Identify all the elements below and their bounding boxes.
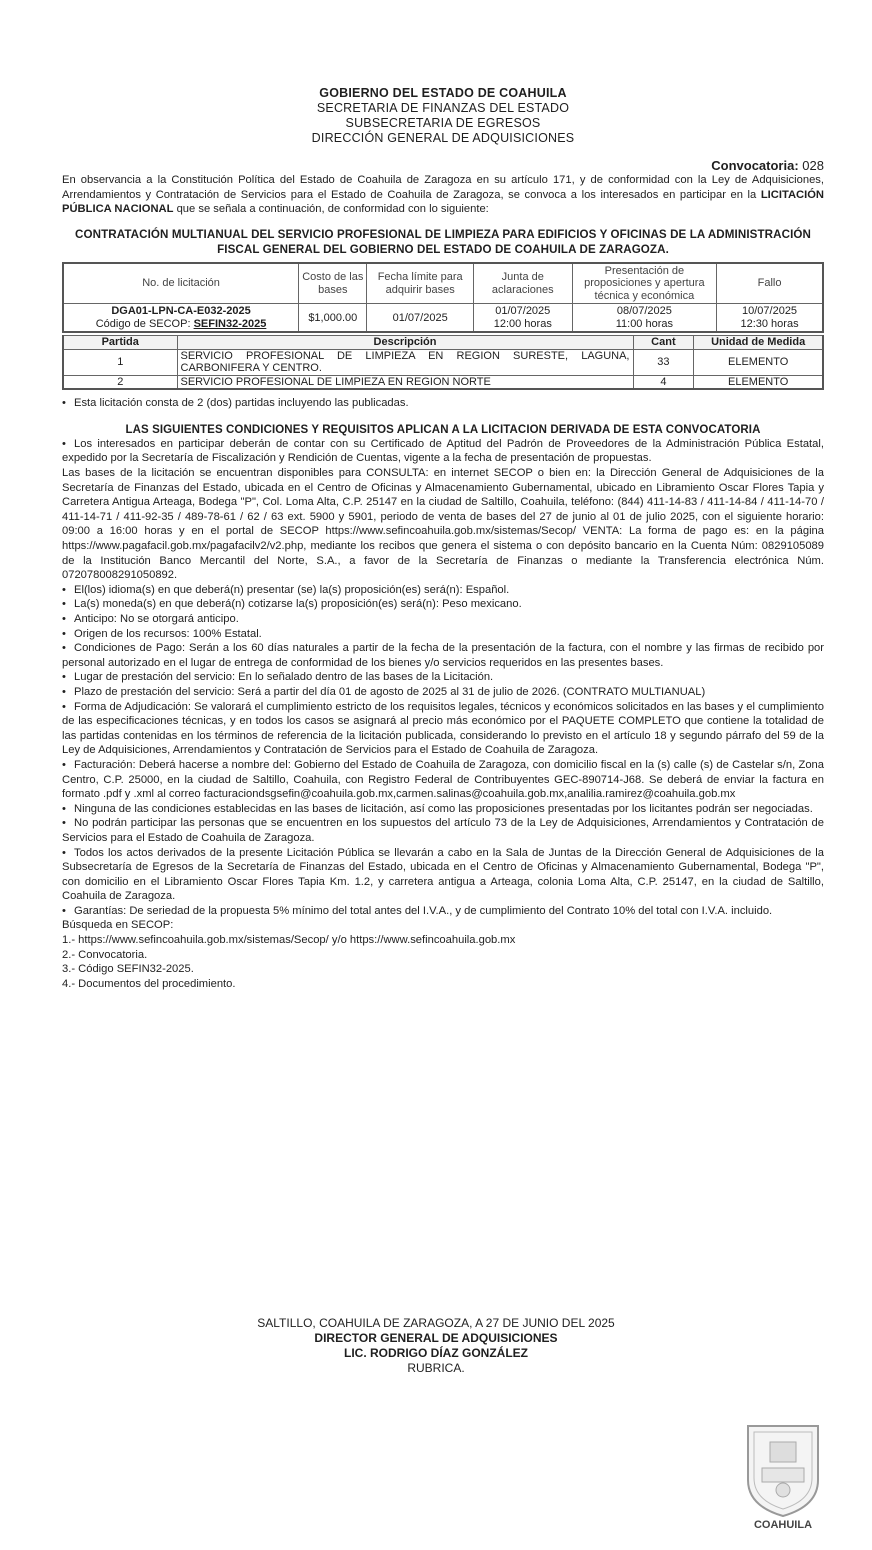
secop-label: Código de SECOP: [95, 317, 194, 330]
secop-value: SEFIN32-2025 [193, 317, 267, 330]
condition-padron: • Los interesados en participar deberán de contar con su Certificado de Aptitud del Padrón de Proveedores de la Administración Pública Estatal, expedido por la Secretaría de Fiscalización y Rendición de Cuentas, vigente a la fecha de presentación de propuestas. [62, 437, 824, 466]
secop-step-3: 3.- Código SEFIN32-2025. [62, 963, 194, 976]
header-junta: Junta de aclaraciones [473, 263, 572, 304]
junta-time: 12:00 horas [493, 317, 552, 330]
condition-lugar: • Lugar de prestación del servicio: En lo señalado dentro de las bases de la Licitación. [62, 670, 824, 685]
header-costo: Costo de las bases [299, 263, 367, 304]
cell-fecha-limite: 01/07/2025 [367, 304, 473, 333]
cell-descripcion: SERVICIO PROFESIONAL DE LIMPIEZA EN REGION NORTE [177, 375, 633, 389]
junta-date: 01/07/2025 [495, 305, 551, 318]
secop-step-1: 1.- https://www.sefincoahuila.gob.mx/sistemas/Secop/ y/o https://www.sefincoahuila.gob.mx [62, 934, 516, 947]
convocatoria-label: Convocatoria: [711, 158, 799, 173]
secop-title: Búsqueda en SECOP: [62, 919, 174, 932]
header-fallo: Fallo [717, 263, 823, 304]
partidas-header-row [63, 336, 823, 350]
header-descripcion: Descripción [177, 336, 633, 350]
coat-of-arms-icon [740, 1420, 826, 1530]
condition-anticipo: • Anticipo: No se otorgará anticipo. [62, 612, 824, 627]
licitacion-number: DGA01-LPN-CA-E032-2025 [111, 305, 251, 318]
cell-partida: 2 [63, 375, 177, 389]
signature-name: LIC. RODRIGO DÍAZ GONZÁLEZ [344, 1346, 528, 1360]
table-row [63, 375, 823, 389]
header-presentacion: Presentación de proposiciones y apertura técnica y económica [572, 263, 716, 304]
header-no-licitacion: No. de licitación [63, 263, 299, 304]
cell-costo: $1,000.00 [299, 304, 367, 333]
intro-text-c: que se señala a continuación, de conformidad con lo siguiente: [173, 203, 489, 216]
condition-adjudicacion: • Forma de Adjudicación: Se valorará el cumplimiento estricto de los requisitos legales, técnicos y económicos solicitados en las bases y el cumplimiento de las especificaciones técnicas, y en todos los casos se asignará al precio más económico por el PAQUETE COMPLETO que contiene la totalidad de las partidas contenidas en los términos de referencia de la licitación publicada, considerando lo previsto en el artículo 18 y segundo párrafo del 59 de la Ley de Adquisiciones, Arrendamientos y Contratación de Servicios para el Estado de Coahuila de Zaragoza. [62, 700, 824, 758]
header-government: GOBIERNO DEL ESTADO DE COAHUILA [319, 86, 567, 100]
cell-junta [473, 304, 572, 333]
cell-partida: 1 [63, 349, 177, 375]
header-unidad: Unidad de Medida [694, 336, 823, 350]
header-partida: Partida [63, 336, 177, 350]
header-fecha-limite: Fecha límite para adquirir bases [367, 263, 473, 304]
header-cant: Cant [633, 336, 694, 350]
condition-plazo: • Plazo de prestación del servicio: Será a partir del día 01 de agosto de 2025 al 31 de julio de 2026. (CONTRATO MULTIANUAL) [62, 685, 824, 700]
condition-articulo-73: • No podrán participar las personas que se encuentren en los supuestos del artículo 73 de la Ley de Adquisiciones, Arrendamientos y Contratación de Servicios para el Estado de Coahuila de Zaragoza. [62, 816, 824, 845]
partidas-note: • Esta licitación consta de 2 (dos) partidas incluyendo las publicadas. [62, 396, 824, 411]
licitacion-table [62, 262, 824, 334]
fallo-date: 10/07/2025 [742, 305, 798, 318]
document-page [62, 86, 824, 991]
presentacion-date: 08/07/2025 [616, 305, 672, 318]
condition-moneda: • La(s) moneda(s) en que deberá(n) cotizarse la(s) proposición(es) será(n): Peso mexicano. [62, 597, 824, 612]
condition-pago: • Condiciones de Pago: Serán a los 60 días naturales a partir de la fecha de la presentación de la factura, con el nombre y las firmas de recibido por personal autorizado en el lugar de entrega de conformidad de los bienes y/o servicios requeridos en las presentes bases. [62, 641, 824, 670]
secop-step-2: 2.- Convocatoria. [62, 948, 148, 961]
condition-origen: • Origen de los recursos: 100% Estatal. [62, 627, 824, 642]
intro-paragraph [62, 173, 824, 217]
condition-facturacion: • Facturación: Deberá hacerse a nombre del: Gobierno del Estado de Coahuila de Zaragoza, con domicilio fiscal en la (s) calle (s) de Castelar s/n, Zona Centro, C.P. 25000, en la ciudad de Saltillo, Coahuila, con Registro Federal de Contribuyentes GEC-890714-J68. Se deberá de enviar la factura en formato .pdf y .xml al correo facturaciondsgsefin@coahuila.gob.mx,carmen.salinas@coahuila.gob.mx,analilia.ramirez@coahuila.gob.mx [62, 758, 824, 802]
table-row [63, 349, 823, 375]
intro-text-a: En observancia a la Constitución Política del Estado de Coahuila de Zaragoza en su artículo 171, y de conformidad con la Ley de Adquisiciones, Arrendamientos y Contratación de Servicios para el Estado de Coahuila de Zaragoza, se convoca a los interesados en participar en la [62, 174, 824, 201]
convocatoria-number [62, 158, 824, 173]
header-direccion: DIRECCIÓN GENERAL DE ADQUISICIONES [311, 131, 575, 145]
signature-block [0, 1316, 872, 1376]
signature-rubrica: RUBRICA. [407, 1361, 465, 1375]
cell-presentacion [572, 304, 716, 333]
condition-actos: • Todos los actos derivados de la presente Licitación Pública se llevarán a cabo en la Sala de Juntas de la Dirección General de Adquisiciones de la Subsecretaría de Egresos de la Secretaría de Finanzas del Estado, ubicada en el Centro de Oficinas y Almacenamiento Gubernamental, Bodega "P", con domicilio en el Libramiento Oscar Flores Tapia Km. 1.2, y carretera antigua a Arteaga, colonia Loma Alta, C.P. 25147, en la ciudad de Saltillo, Coahuila de Zaragoza. [62, 846, 824, 904]
table-header-row [63, 263, 823, 304]
secop-code [66, 318, 296, 331]
seal-text: COAHUILA [753, 1519, 813, 1530]
cell-cant: 4 [633, 375, 694, 389]
cell-descripcion: SERVICIO PROFESIONAL DE LIMPIEZA EN REGION SURESTE, LAGUNA, CARBONIFERA Y CENTRO. [177, 349, 633, 375]
coahuila-seal [740, 1420, 826, 1530]
conditions-title: LAS SIGUIENTES CONDICIONES Y REQUISITOS APLICAN A LA LICITACION DERIVADA DE ESTA CONVOCATORIA [125, 423, 761, 436]
cell-unidad: ELEMENTO [694, 349, 823, 375]
condition-idioma: • El(los) idioma(s) en que deberá(n) presentar (se) la(s) proposición(es) será(n): Español. [62, 583, 824, 598]
subject-title: CONTRATACIÓN MULTIANUAL DEL SERVICIO PROFESIONAL DE LIMPIEZA PARA EDIFICIOS Y OFICINAS DE LA ADMINISTRACIÓN FISCAL GENERAL DEL GOBIERNO DEL ESTADO DE COAHUILA DE ZARAGOZA. [75, 227, 811, 256]
fallo-time: 12:30 horas [740, 317, 799, 330]
secop-step-4: 4.- Documentos del procedimiento. [62, 977, 236, 990]
table-row [63, 304, 823, 333]
cell-cant: 33 [633, 349, 694, 375]
signature-place-date: SALTILLO, COAHUILA DE ZARAGOZA, A 27 DE JUNIO DEL 2025 [257, 1316, 615, 1330]
cell-fallo [717, 304, 823, 333]
convocatoria-value: 028 [802, 158, 824, 173]
partidas-table [62, 335, 824, 390]
document-header [62, 86, 824, 146]
signature-position: DIRECTOR GENERAL DE ADQUISICIONES [314, 1331, 558, 1345]
condition-negociacion: • Ninguna de las condiciones establecidas en las bases de licitación, así como las proposiciones presentadas por los licitantes podrán ser negociadas. [62, 802, 824, 817]
header-secretaria: SECRETARIA DE FINANZAS DEL ESTADO [316, 101, 570, 115]
intro-text-bold: LICITACIÓN PÚBLICA NACIONAL [62, 188, 824, 216]
condition-bases: Las bases de la licitación se encuentran disponibles para CONSULTA: en internet SECOP o bien en: la Dirección General de Adquisiciones de la Secretaría de Finanzas del Estado, ubicada en el Centro de Oficinas y Almacenamiento Gubernamental, ubicado en Libramiento Oscar Flores Tapia y Carretera Antigua Arteaga, Bodega "P", Col. Loma Alta, C.P. 25147 en la ciudad de Saltillo, Coahuila, teléfono: (844) 411-14-83 / 411-14-84 / 411-14-70 / 411-14-71 / 411-92-35 / 489-78-61 / 62 / 63 ext. 5900 y 5901, periodo de venta de bases del 27 de junio al 01 de julio 2025, con el siguiente horario: 09:00 a 16:00 horas y en el portal de SECOP https://www.sefincoahuila.gob.mx/sistemas/Secop/ VENTA: La forma de pago es: en la página https://www.pagafacil.gob.mx/pagafacilv2/v2.php, mediante los recibos que genera el sistema o con depósito bancario en la Cuenta Núm: 0829105089 de la Institución Banco Mercantil del Norte, S.A., a favor de la Secretaría de Finanzas o mediante la Transferencia electrónica Núm. 072078008291050892. [62, 467, 824, 582]
cell-licitacion [63, 304, 299, 333]
cell-unidad: ELEMENTO [694, 375, 823, 389]
presentacion-time: 11:00 horas [615, 317, 674, 330]
condition-garantias: • Garantías: De seriedad de la propuesta 5% mínimo del total antes del I.V.A., y de cumplimiento del Contrato 10% del total con I.V.A. incluido. [62, 904, 824, 919]
header-subsecretaria: SUBSECRETARIA DE EGRESOS [345, 116, 541, 130]
